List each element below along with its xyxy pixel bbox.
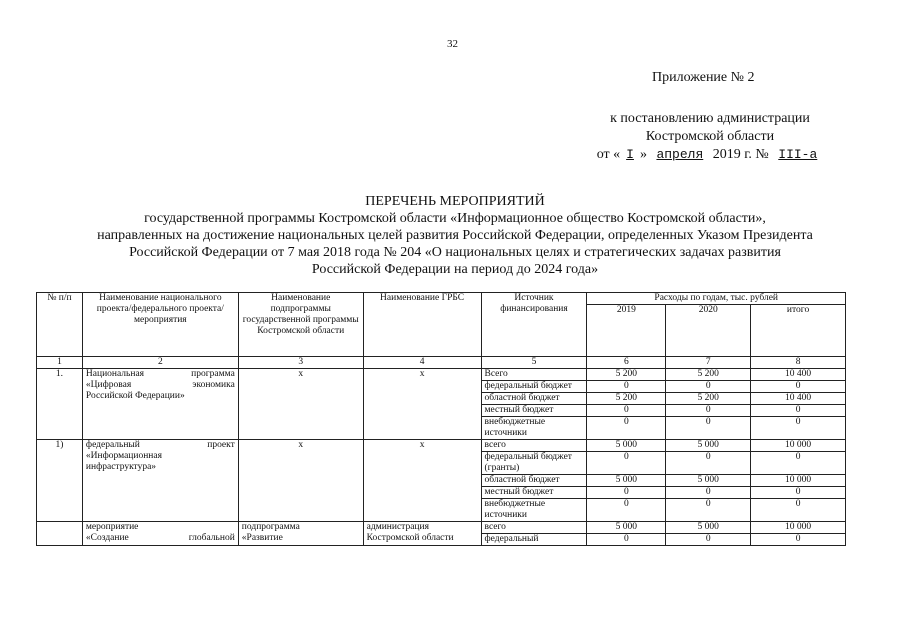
title-line-3: Российской Федерации от 7 мая 2018 года № 204 «О национальных целях и стратегических задачах развития: [129, 245, 781, 260]
value-total: 10 000: [751, 522, 846, 534]
index-cell: 5: [481, 357, 587, 369]
value-total: 0: [751, 417, 846, 440]
title-heading: ПЕРЕЧЕНЬ МЕРОПРИЯТИЙ: [365, 194, 545, 209]
row-grbs: администрация Костромской области: [363, 522, 481, 546]
value-2019: 0: [587, 417, 666, 440]
value-total: 0: [751, 487, 846, 499]
row-num: 1): [37, 440, 83, 522]
decree-year: 2019 г. №: [712, 147, 769, 162]
row-grbs: х: [363, 369, 481, 440]
header-2020: 2020: [666, 305, 751, 357]
source-cell: всего: [481, 522, 587, 534]
source-cell: всего: [481, 440, 587, 452]
value-2019: 0: [587, 534, 666, 546]
source-cell: внебюджетные источники: [481, 499, 587, 522]
value-total: 10 400: [751, 393, 846, 405]
page-number: 32: [447, 38, 458, 50]
value-2020: 5 200: [666, 369, 751, 381]
value-2019: 0: [587, 405, 666, 417]
table-header-row: [37, 293, 846, 305]
measures-table: [36, 292, 846, 546]
table-row: [37, 440, 846, 452]
decree-line-2: Костромской области: [645, 129, 775, 144]
value-total: 0: [751, 534, 846, 546]
value-2019: 0: [587, 487, 666, 499]
value-2020: 0: [666, 417, 751, 440]
index-cell: 1: [37, 357, 83, 369]
decree-mid: »: [639, 147, 647, 162]
table-row: [37, 369, 846, 381]
index-cell: 2: [82, 357, 238, 369]
row-grbs: х: [363, 440, 481, 522]
value-2020: 0: [666, 452, 751, 475]
value-total: 10 000: [751, 475, 846, 487]
source-cell: федеральный бюджет: [481, 381, 587, 393]
value-2020: 5 000: [666, 522, 751, 534]
source-cell: Всего: [481, 369, 587, 381]
value-2019: 0: [587, 381, 666, 393]
index-cell: 4: [363, 357, 481, 369]
title-line-4: Российской Федерации на период до 2024 года»: [311, 262, 599, 277]
header-num: № п/п: [37, 293, 83, 357]
value-2020: 5 000: [666, 440, 751, 452]
appendix-label: Приложение № 2: [652, 70, 755, 85]
row-subprogram: х: [238, 440, 363, 522]
value-2020: 0: [666, 499, 751, 522]
decree-line-1: к постановлению администрации: [610, 111, 810, 126]
decree-number: III-а: [778, 147, 818, 162]
header-name: Наименование национального проекта/федерального проекта/мероприятия: [82, 293, 238, 357]
source-cell: федеральный: [481, 534, 587, 546]
title-line-2: направленных на достижение национальных целей развития Российской Федерации, определенных Указом Президента: [97, 228, 813, 243]
header-total: итого: [751, 305, 846, 357]
value-2020: 0: [666, 405, 751, 417]
document-title: [40, 193, 870, 278]
value-total: 0: [751, 452, 846, 475]
decree-reference: [580, 110, 840, 164]
value-2020: 0: [666, 534, 751, 546]
header-2019: 2019: [587, 305, 666, 357]
value-total: 10 000: [751, 440, 846, 452]
value-total: 0: [751, 499, 846, 522]
decree-date-line: [580, 146, 840, 164]
header-expenses: Расходы по годам, тыс. рублей: [587, 293, 846, 305]
value-2019: 5 200: [587, 369, 666, 381]
value-total: 10 400: [751, 369, 846, 381]
value-2019: 5 000: [587, 440, 666, 452]
decree-prefix: от «: [596, 147, 621, 162]
value-2019: 0: [587, 452, 666, 475]
value-total: 0: [751, 405, 846, 417]
value-2019: 5 000: [587, 522, 666, 534]
value-2020: 0: [666, 381, 751, 393]
value-2019: 5 200: [587, 393, 666, 405]
source-cell: внебюджетные источники: [481, 417, 587, 440]
value-2019: 0: [587, 499, 666, 522]
source-cell: федеральный бюджет (гранты): [481, 452, 587, 475]
source-cell: местный бюджет: [481, 487, 587, 499]
index-cell: 7: [666, 357, 751, 369]
source-cell: областной бюджет: [481, 393, 587, 405]
decree-month: апреля: [656, 147, 704, 162]
header-grbs: Наименование ГРБС: [363, 293, 481, 357]
index-cell: 6: [587, 357, 666, 369]
table-row: [37, 522, 846, 534]
value-total: 0: [751, 381, 846, 393]
value-2020: 5 200: [666, 393, 751, 405]
row-num: [37, 522, 83, 546]
header-source: Источник финансирования: [481, 293, 587, 357]
row-name: федеральный проект «Информационная инфраструктура»: [82, 440, 238, 522]
source-cell: областной бюджет: [481, 475, 587, 487]
column-index-row: [37, 357, 846, 369]
row-name: мероприятие «Создание глобальной: [82, 522, 238, 546]
source-cell: местный бюджет: [481, 405, 587, 417]
value-2019: 5 000: [587, 475, 666, 487]
index-cell: 3: [238, 357, 363, 369]
title-line-1: государственной программы Костромской области «Информационное общество Костромской области»,: [144, 211, 766, 226]
header-subprogram: Наименование подпрограммы государственной программы Костромской области: [238, 293, 363, 357]
index-cell: 8: [751, 357, 846, 369]
value-2020: 0: [666, 487, 751, 499]
row-num: 1.: [37, 369, 83, 440]
row-subprogram: подпрограмма «Развитие: [238, 522, 363, 546]
value-2020: 5 000: [666, 475, 751, 487]
row-name: Национальная программа «Цифровая экономика Российской Федерации»: [82, 369, 238, 440]
row-subprogram: х: [238, 369, 363, 440]
decree-day: I: [626, 147, 634, 162]
